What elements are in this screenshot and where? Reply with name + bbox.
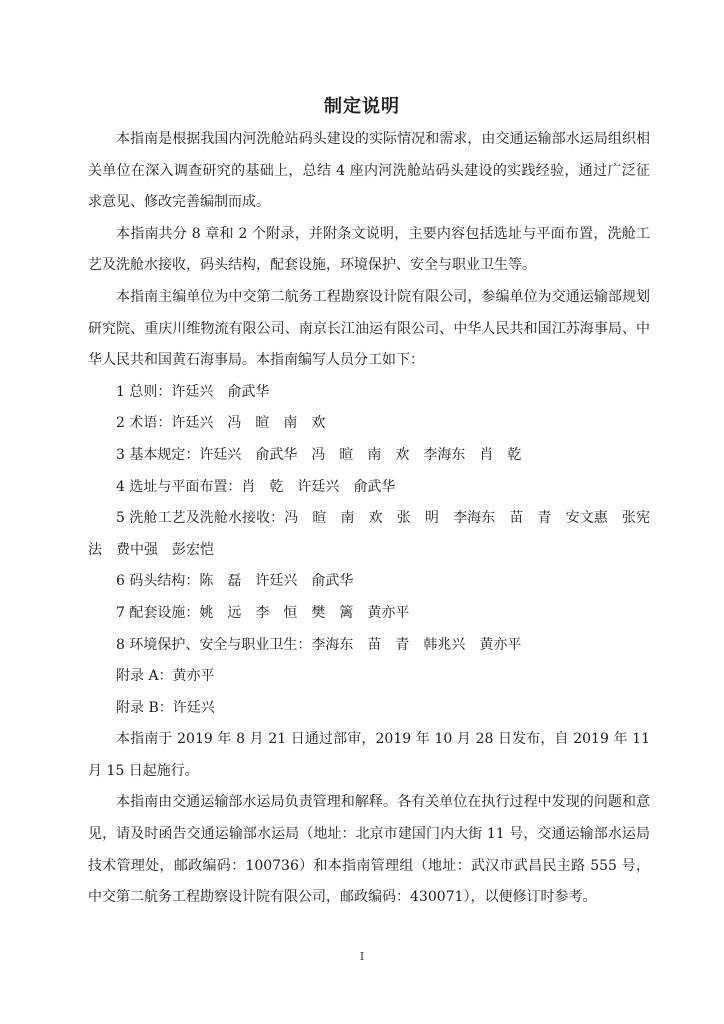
author-line-7: 7 配套设施：姚 远 李 恒 樊 篱 黄亦平 bbox=[116, 604, 410, 621]
author-line-6: 6 码头结构：陈 磊 许廷兴 俞武华 bbox=[116, 573, 354, 590]
paragraph-intro: 本指南是根据我国内河洗舱站码头建设的实际情况和需求，由交通运输部水运局组织相关单位在深入调查研究的基础上，总结 4 座内河洗舱站码头建设的实践经验，通过广泛征求意见、修改完善编制而成。 bbox=[88, 131, 650, 211]
author-line-1: 1 总则：许廷兴 俞武华 bbox=[116, 383, 270, 400]
author-line-8: 8 环境保护、安全与职业卫生：李海东 苗 青 韩兆兴 黄亦平 bbox=[116, 636, 522, 653]
paragraph-dates: 本指南于 2019 年 8 月 21 日通过部审，2019 年 10 月 28 日发布，自 2019 年 11 月 15 日起施行。 bbox=[88, 731, 650, 779]
author-line-3: 3 基本规定：许廷兴 俞武华 冯 暄 南 欢 李海东 肖 乾 bbox=[116, 446, 522, 463]
page-number: I bbox=[359, 950, 365, 963]
paragraph-units: 本指南主编单位为中交第二航务工程勘察设计院有限公司，参编单位为交通运输部规划研究院、重庆川维物流有限公司、南京长江油运有限公司、中华人民共和国江苏海事局、中华人民共和国黄石海事局。本指南编写人员分工如下： bbox=[88, 288, 650, 369]
paragraph-contents: 本指南共分 8 章和 2 个附录，并附条文说明，主要内容包括选址与平面布置，洗舱工艺及洗舱水接收，码头结构，配套设施，环境保护、安全与职业卫生等。 bbox=[88, 225, 650, 274]
paragraph-management: 本指南由交通运输部水运局负责管理和解释。各有关单位在执行过程中发现的问题和意见，请及时函告交通运输部水运局（地址：北京市建国门内大街 11 号，交通运输部水运局技术管理处，邮政编码：100736）和本指南管理组（地址：武汉市武昌民主路 555 号，中交第二航务工程勘察设计院有限公司，邮政编码：430071），以便修订时参考。 bbox=[88, 794, 650, 906]
author-line-5: 5 洗舱工艺及洗舱水接收：冯 暄 南 欢 张 明 李海东 苗 青 安文惠 张宪法 费中强 彭宏恺 bbox=[88, 510, 650, 558]
page-title: 制定说明 bbox=[324, 96, 400, 117]
body-text bbox=[88, 124, 650, 914]
author-line-4: 4 选址与平面布置：肖 乾 许廷兴 俞武华 bbox=[116, 478, 396, 495]
author-line-2: 2 术语：许廷兴 冯 暄 南 欢 bbox=[116, 415, 326, 432]
appendix-b-line: 附录 B：许廷兴 bbox=[116, 699, 215, 716]
appendix-a-line: 附录 A：黄亦平 bbox=[116, 668, 215, 685]
